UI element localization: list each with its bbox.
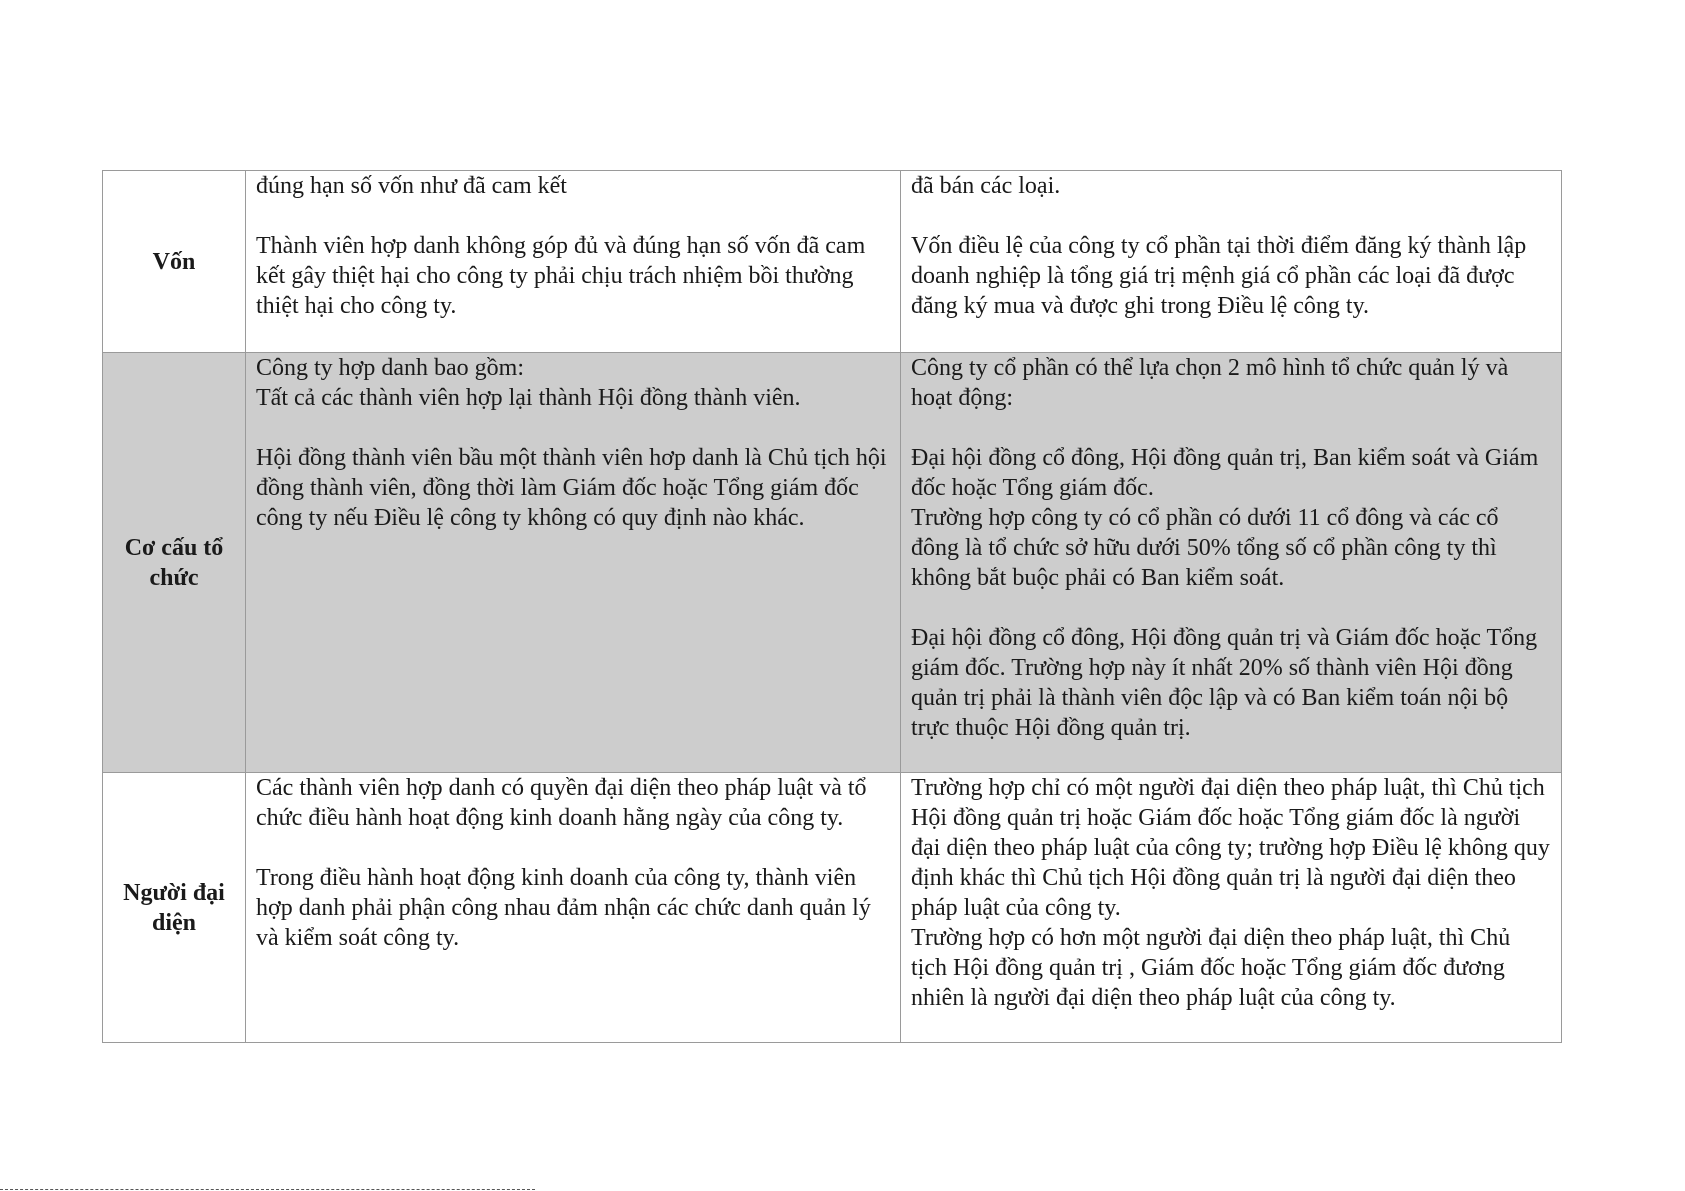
paragraph: đã bán các loại. xyxy=(911,173,1061,199)
paragraph: đúng hạn số vốn như đã cam kết xyxy=(256,173,567,199)
paragraph: Công ty cổ phần có thể lựa chọn 2 mô hình tổ chức quản lý và hoạt động: xyxy=(911,355,1509,411)
joint-stock-cell-co-cau-to-chuc xyxy=(901,353,1562,773)
paragraph: Trường hợp chỉ có một người đại diện theo pháp luật, thì Chủ tịch Hội đồng quản trị hoặc Giám đốc hoặc Tổng giám đốc là người đại diện theo pháp luật của công ty; trường hợp Điều lệ không quy định khác thì Chủ tịch Hội đồng quản trị là người đại diện theo pháp luật của công ty. xyxy=(911,775,1550,921)
table-row-nguoi-dai-dien xyxy=(103,773,1562,1043)
paragraph: Trong điều hành hoạt động kinh doanh của công ty, thành viên hợp danh phải phận công nhau đảm nhận các chức danh quản lý và kiểm soát công ty. xyxy=(256,865,871,951)
paragraph: Đại hội đồng cổ đông, Hội đồng quản trị, Ban kiểm soát và Giám đốc hoặc Tổng giám đốc. xyxy=(911,445,1539,501)
paragraph: Đại hội đồng cổ đông, Hội đồng quản trị và Giám đốc hoặc Tổng giám đốc. Trường hợp này ít nhất 20% số thành viên Hội đồng quản trị phải là thành viên độc lập và có Ban kiểm toán nội bộ trực thuộc Hội đồng quản trị. xyxy=(911,625,1538,741)
joint-stock-cell-von xyxy=(901,171,1562,353)
paragraph: Trường hợp có hơn một người đại diện theo pháp luật, thì Chủ tịch Hội đồng quản trị , Giám đốc hoặc Tổng giám đốc đương nhiên là người đại diện theo pháp luật của công ty. xyxy=(911,925,1511,1011)
table-row-co-cau-to-chuc xyxy=(103,353,1562,773)
paragraph: Các thành viên hợp danh có quyền đại diện theo pháp luật và tổ chức điều hành hoạt động kinh doanh hằng ngày của công ty. xyxy=(256,775,867,831)
paragraph: Trường hợp công ty có cổ phần có dưới 11 cổ đông và các cổ đông là tổ chức sở hữu dưới 50% tổng số cổ phần công ty thì không bắt buộc phải có Ban kiểm soát. xyxy=(911,505,1499,591)
row-label-nguoi-dai-dien: Người đại diện xyxy=(103,773,246,1043)
paragraph: Công ty hợp danh bao gồm: xyxy=(256,355,525,381)
joint-stock-cell-nguoi-dai-dien xyxy=(901,773,1562,1043)
paragraph: Vốn điều lệ của công ty cổ phần tại thời điểm đăng ký thành lập doanh nghiệp là tổng giá trị mệnh giá cổ phần các loại đã được đăng ký mua và được ghi trong Điều lệ công ty. xyxy=(911,233,1527,319)
paragraph: Tất cả các thành viên hợp lại thành Hội đồng thành viên. xyxy=(256,385,801,411)
paragraph: Thành viên hợp danh không góp đủ và đúng hạn số vốn đã cam kết gây thiệt hại cho công ty phải chịu trách nhiệm bồi thường thiệt hại cho công ty. xyxy=(256,233,866,319)
row-label-von: Vốn xyxy=(103,171,246,353)
partnership-cell-nguoi-dai-dien xyxy=(246,773,901,1043)
partnership-cell-von xyxy=(246,171,901,353)
table-row-von xyxy=(103,171,1562,353)
row-label-co-cau-to-chuc: Cơ cấu tổ chức xyxy=(103,353,246,773)
comparison-table xyxy=(102,170,1562,1043)
paragraph: Hội đồng thành viên bầu một thành viên hơp danh là Chủ tịch hội đồng thành viên, đồng thời làm Giám đốc hoặc Tổng giám đốc công ty nếu Điều lệ công ty không có quy định nào khác. xyxy=(256,445,887,531)
footnote-divider xyxy=(0,1189,535,1190)
partnership-cell-co-cau-to-chuc xyxy=(246,353,901,773)
